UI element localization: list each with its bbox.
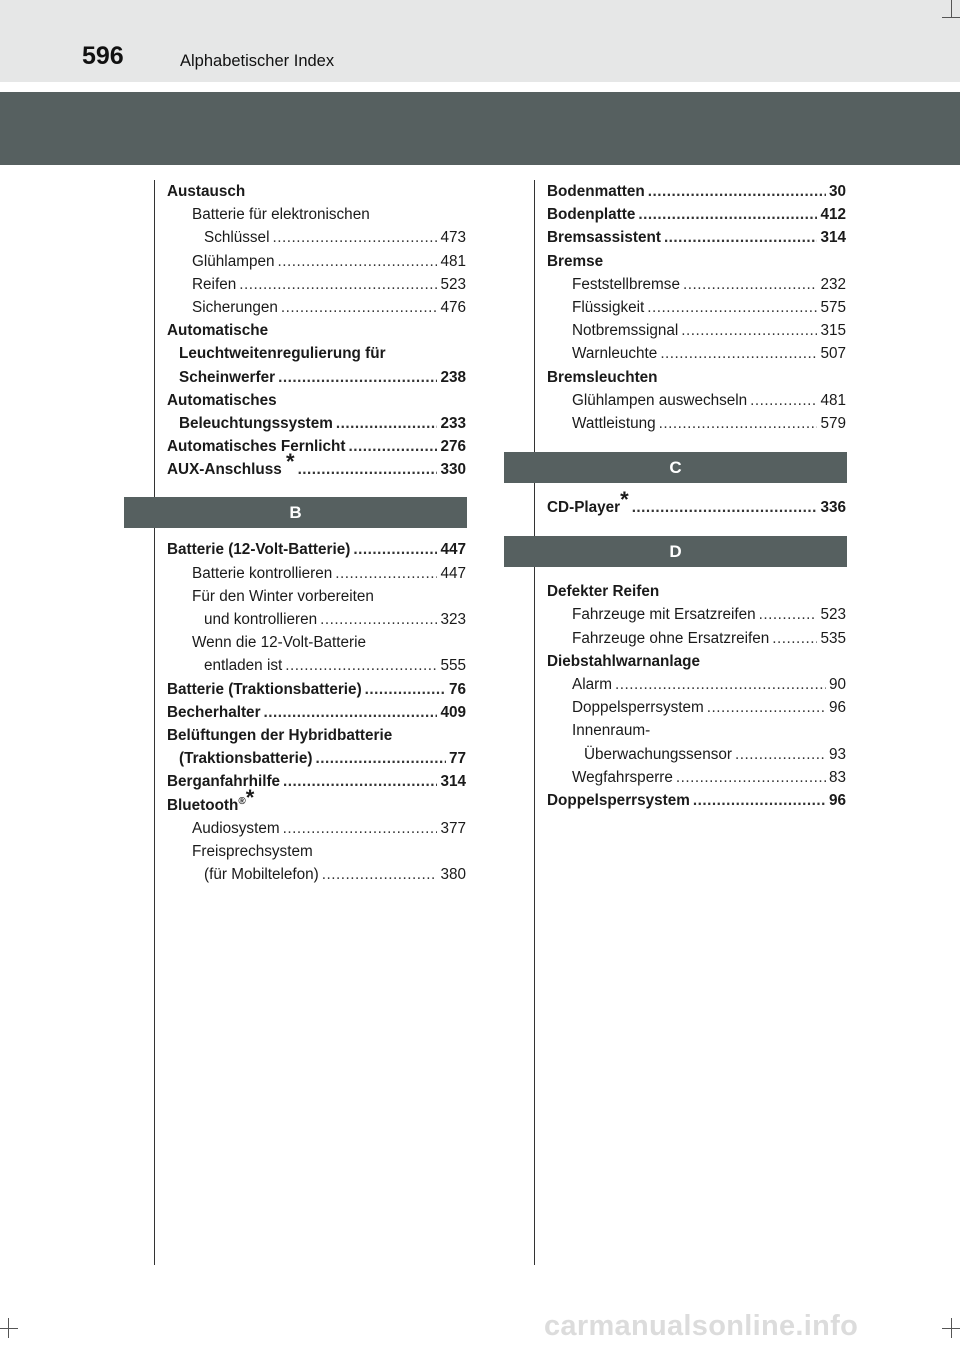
index-subheading: Für den Winter vorbereiten bbox=[192, 587, 374, 605]
index-entry: Bremsassistent ..... 314 bbox=[547, 229, 846, 252]
index-entry: entladen ist ..... 555 bbox=[167, 657, 466, 680]
index-heading: Automatische bbox=[167, 322, 269, 340]
index-entry: Warnleuchte ..... 507 bbox=[547, 345, 846, 368]
index-entry: Doppelsperrsystem ..... 96 bbox=[547, 792, 846, 815]
index-heading: Leuchtweitenregulierung für bbox=[179, 345, 386, 363]
index-subheading: Freisprechsystem bbox=[192, 842, 313, 860]
crop-mark bbox=[942, 17, 960, 18]
index-heading: Diebstahlwarnanlage bbox=[547, 652, 701, 670]
index-heading: Belüftungen der Hybridbatterie bbox=[167, 726, 393, 744]
watermark: carmanualsonline.info bbox=[544, 1310, 859, 1342]
letter-divider-d: D bbox=[504, 536, 847, 567]
crop-mark bbox=[951, 0, 952, 18]
index-entry: Scheinwerfer ..... 238 bbox=[167, 369, 466, 392]
index-column-right bbox=[547, 183, 846, 815]
index-entry: Notbremssignal ..... 315 bbox=[547, 322, 846, 345]
index-entry: Alarm ..... 90 bbox=[547, 676, 846, 699]
index-heading: Bremse bbox=[547, 252, 604, 270]
index-entry: Bodenmatten ..... 30 bbox=[547, 183, 846, 206]
footnote-star-icon: * bbox=[245, 784, 255, 810]
chapter-banner bbox=[0, 92, 960, 165]
index-entry: Audiosystem ..... 377 bbox=[167, 820, 466, 843]
index-entry: AUX-Anschluss * ..... 330 bbox=[167, 461, 466, 484]
page-number: 596 bbox=[82, 42, 124, 70]
index-entry: Batterie (Traktionsbatterie) ..... 76 bbox=[167, 681, 466, 704]
index-subheading: Wenn die 12-Volt-Batterie bbox=[192, 634, 367, 652]
index-heading: Austausch bbox=[167, 183, 246, 200]
index-subheading: Innenraum- bbox=[572, 722, 651, 740]
index-entry: Überwachungssensor ..... 93 bbox=[547, 746, 846, 769]
index-entry: Glühlampen ..... 481 bbox=[167, 253, 466, 276]
index-entry: Berganfahrhilfe ..... 314 bbox=[167, 773, 466, 796]
crop-mark bbox=[942, 1328, 960, 1329]
index-entry: Schlüssel ..... 473 bbox=[167, 229, 466, 252]
index-entry: Becherhalter ..... 409 bbox=[167, 704, 466, 727]
index-entry: Wegfahrsperre ..... 83 bbox=[547, 769, 846, 792]
header-bar bbox=[0, 0, 960, 82]
index-column-left bbox=[167, 183, 466, 889]
index-entry: Batterie kontrollieren ..... 447 bbox=[167, 565, 466, 588]
index-entry: Sicherungen ..... 476 bbox=[167, 299, 466, 322]
index-entry: Wattleistung ..... 579 bbox=[547, 415, 846, 438]
index-heading: Bluetooth®* bbox=[167, 784, 255, 814]
index-entry: (Traktionsbatterie) ..... 77 bbox=[167, 750, 466, 773]
index-entry: Fahrzeuge ohne Ersatzreifen ..... 535 bbox=[547, 630, 846, 653]
index-entry: Batterie (12-Volt-Batterie) ..... 447 bbox=[167, 541, 466, 564]
index-subheading: Batterie für elektronischen bbox=[192, 206, 370, 224]
index-entry: Reifen ..... 523 bbox=[167, 276, 466, 299]
index-entry: Automatisches Fernlicht ..... 276 bbox=[167, 438, 466, 461]
index-entry: Flüssigkeit ..... 575 bbox=[547, 299, 846, 322]
section-title: Alphabetischer Index bbox=[180, 52, 335, 70]
index-entry: Doppelsperrsystem ..... 96 bbox=[547, 699, 846, 722]
index-heading: Automatisches bbox=[167, 391, 277, 409]
crop-mark bbox=[0, 1328, 18, 1329]
footnote-star-icon: * bbox=[620, 487, 629, 513]
index-entry: Glühlampen auswechseln ..... 481 bbox=[547, 392, 846, 415]
index-heading: Defekter Reifen bbox=[547, 583, 660, 601]
index-entry: Bodenplatte ..... 412 bbox=[547, 206, 846, 229]
index-entry: CD-Player* ..... 336 bbox=[547, 499, 846, 522]
column-rule-left bbox=[154, 180, 155, 1265]
letter-divider-c: C bbox=[504, 452, 847, 483]
letter-divider-b: B bbox=[124, 497, 467, 528]
index-entry: Feststellbremse ..... 232 bbox=[547, 276, 846, 299]
index-entry: und kontrollieren ..... 323 bbox=[167, 611, 466, 634]
index-entry: (für Mobiltelefon) ..... 380 bbox=[167, 866, 466, 889]
footnote-star-icon: * bbox=[286, 449, 295, 475]
column-rule-right bbox=[534, 180, 535, 1265]
index-entry: Beleuchtungssystem ..... 233 bbox=[167, 415, 466, 438]
index-entry: Fahrzeuge mit Ersatzreifen ..... 523 bbox=[547, 606, 846, 629]
index-heading: Bremsleuchten bbox=[547, 368, 658, 386]
